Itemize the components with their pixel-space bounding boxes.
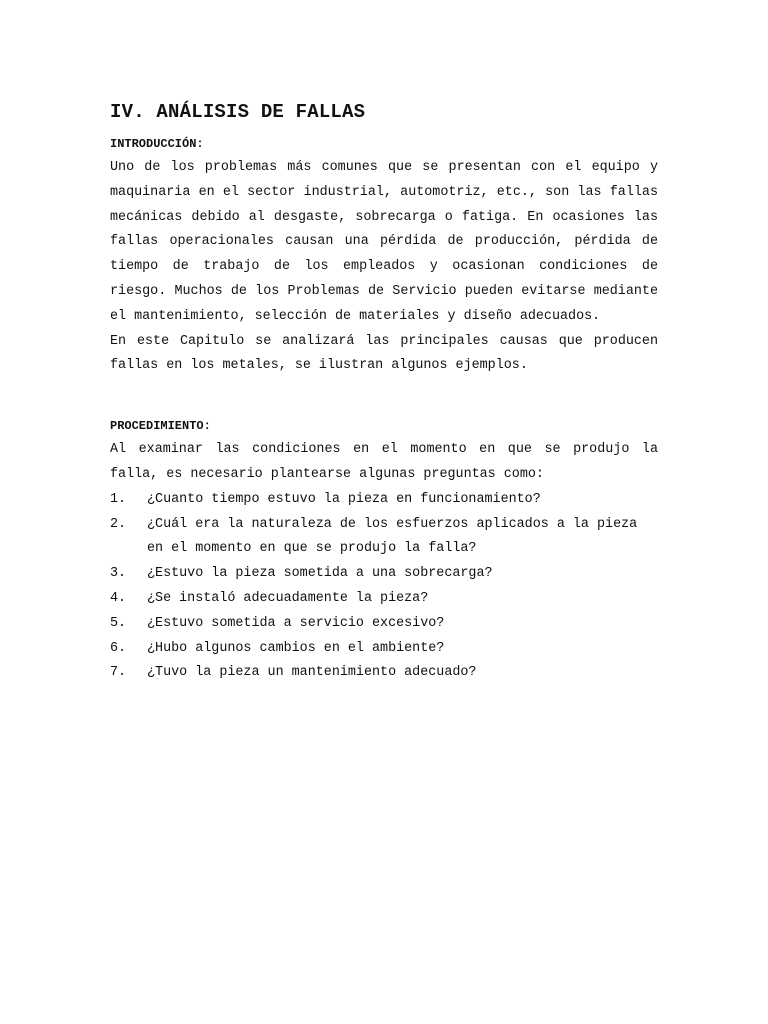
document-page — [110, 98, 658, 686]
list-item — [110, 661, 658, 686]
list-item — [110, 562, 658, 587]
list-item-number: 3. — [110, 566, 127, 582]
list-item-number: 2. — [110, 516, 127, 532]
list-item-number: 6. — [110, 640, 127, 656]
list-item-number: 1. — [110, 491, 127, 507]
list-item-text: ¿Cuanto tiempo estuvo la pieza en funcionamiento? — [147, 491, 541, 507]
document-title: IV. ANÁLISIS DE FALLAS — [110, 101, 366, 123]
list-item — [110, 513, 658, 563]
questions-list — [110, 488, 658, 686]
introduction-heading: INTRODUCCIÓN: — [110, 137, 204, 151]
list-item — [110, 488, 658, 513]
procedure-heading: PROCEDIMIENTO: — [110, 419, 211, 434]
list-item-text: ¿Cuál era la naturaleza de los esfuerzos aplicados a la pieza en el momento en que se produjo la falla? — [147, 516, 638, 557]
procedure-paragraph: Al examinar las condiciones en el momento en que se produjo la falla, es necesario plantearse algunas preguntas como: — [110, 442, 658, 482]
introduction-paragraph-1: Uno de los problemas más comunes que se presentan con el equipo y maquinaria en el sector industrial, automotriz, etc., son las fallas mecánicas debido al desgaste, sobrecarga o fatiga. En ocasiones las fallas operacionales causan una pérdida de producción, pérdida de tiempo de trabajo de los empleados y ocasionan condiciones de riesgo. Muchos de los Problemas de Servicio pueden evitarse mediante el mantenimiento, selección de materiales y diseño adecuados. — [110, 160, 658, 324]
list-item-text: ¿Estuvo la pieza sometida a una sobrecarga? — [147, 566, 493, 582]
list-item-number: 5. — [110, 615, 127, 631]
list-item-text: ¿Hubo algunos cambios en el ambiente? — [147, 640, 445, 656]
list-item-number: 7. — [110, 665, 127, 681]
introduction-paragraph-2: En este Capitulo se analizará las principales causas que producen fallas en los metales, se ilustran algunos ejemplos. — [110, 333, 658, 374]
list-item-number: 4. — [110, 590, 127, 606]
list-item — [110, 637, 658, 662]
list-item — [110, 612, 658, 637]
list-item-text: ¿Se instaló adecuadamente la pieza? — [147, 590, 429, 606]
list-item-text: ¿Tuvo la pieza un mantenimiento adecuado? — [147, 665, 477, 681]
list-item — [110, 587, 658, 612]
list-item-text: ¿Estuvo sometida a servicio excesivo? — [147, 615, 445, 631]
section-spacer — [110, 379, 658, 418]
